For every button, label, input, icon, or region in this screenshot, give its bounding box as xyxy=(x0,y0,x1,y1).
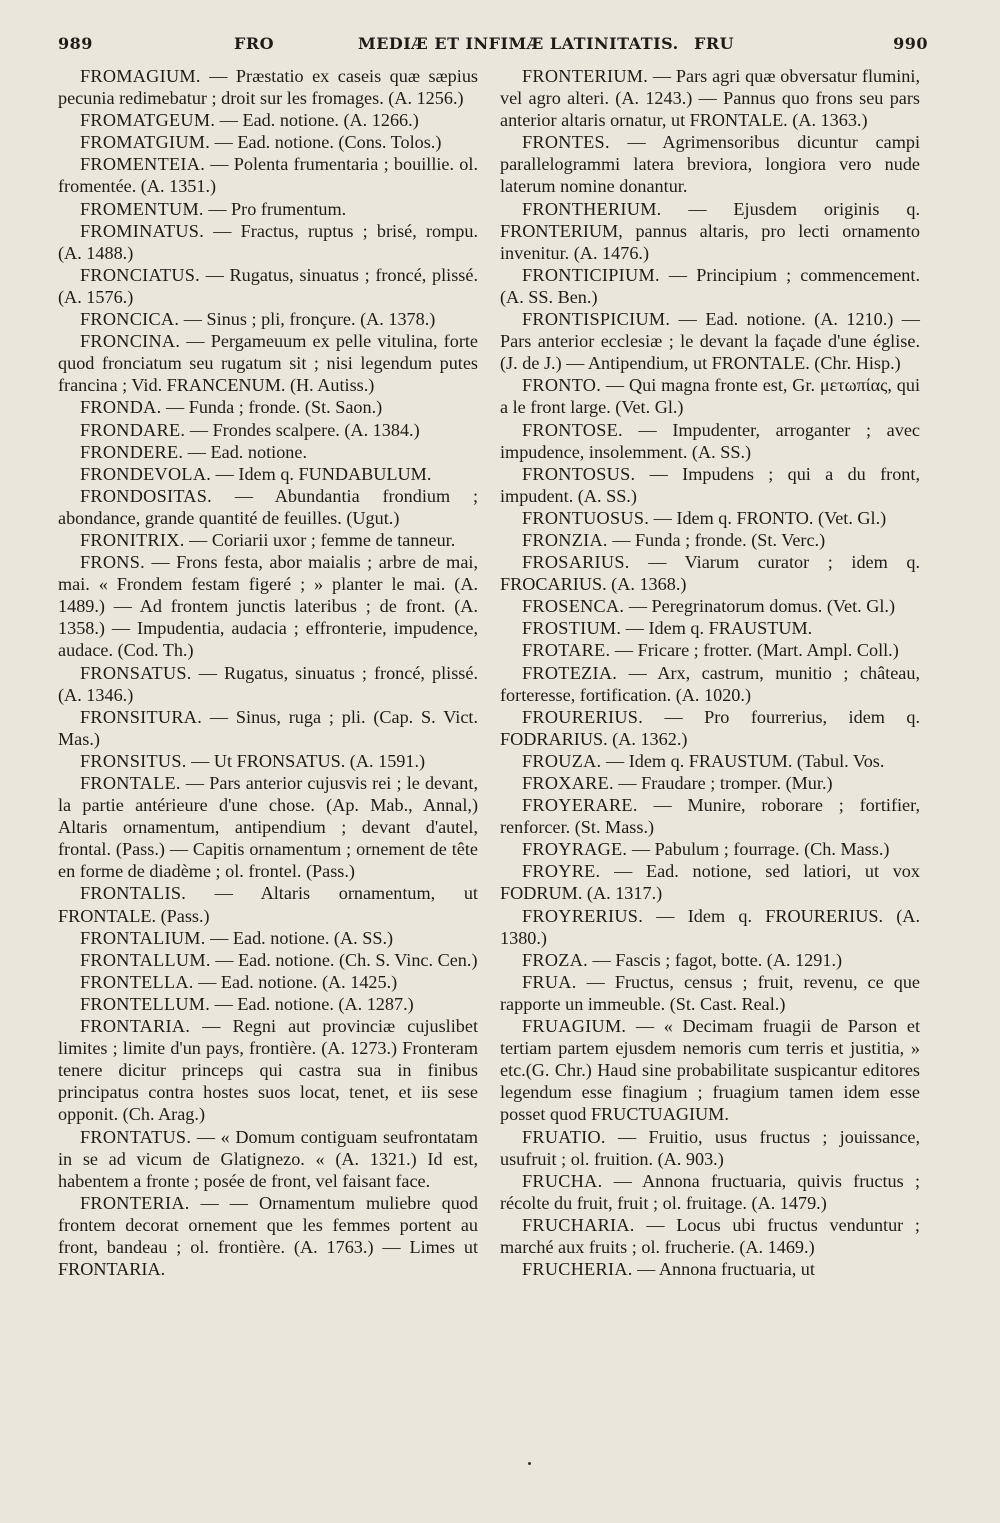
entry-headword: FROYERARE. xyxy=(522,795,638,816)
entry-headword: FRONTALE. xyxy=(80,773,181,793)
entry-definition: — Ead. notione. (A. 1210.) — Pars anterior ecclesiæ ; le devant la façade d'une église. (J. de J.) — Antipendium, ut FRONTALE. (Chr. Hisp.) xyxy=(500,309,920,374)
entry-headword: FROMINATUS. xyxy=(80,220,205,241)
entry-definition: — Impudenter, arroganter ; avec impudence, insolemment. (A. SS.) xyxy=(500,419,920,462)
entry-headword: FROSENCA. xyxy=(522,596,625,617)
entry-headword: FRONTARIA. xyxy=(80,1016,191,1037)
dictionary-entry xyxy=(58,706,478,750)
entry-headword: FROZA. xyxy=(522,949,588,970)
dictionary-entry xyxy=(58,485,478,529)
entry-headword: FROURERIUS. xyxy=(522,706,644,727)
entry-definition: — Locus ubi fructus venduntur ; marché aux fruits ; ol. frucherie. (A. 1469.) xyxy=(500,1214,920,1257)
print-speck xyxy=(528,1462,531,1465)
entry-definition: — Annona fructuaria, quivis fructus ; récolte du fruit, fruit ; ol. fruitage. (A. 1479.) xyxy=(500,1170,920,1213)
entry-headword: FRONCIATUS. xyxy=(80,264,201,285)
entry-headword: FRONCICA. xyxy=(80,309,180,330)
entry-definition: — Funda ; fronde. (St. Verc.) xyxy=(607,529,826,550)
dictionary-entry xyxy=(500,639,920,661)
left-column xyxy=(58,65,478,1280)
dictionary-entry xyxy=(500,1170,920,1214)
entry-headword: FRONTERIUM. xyxy=(522,66,649,86)
entry-definition: — Ead. notione. (A. SS.) xyxy=(205,927,394,948)
entry-definition: — Frons festa, abor maialis ; arbre de mai, mai. « Frondem festam figeré ; » planter le mai. (A. 1489.) — Ad frontem junctis lateribus ; de front. (A. 1358.) — Impudentia, audacia ; effronterie, impudence, audace. (Cod. Th.) xyxy=(58,552,478,661)
dictionary-entry xyxy=(58,109,478,131)
entry-definition: — « Decimam fruagii de Parson et tertiam partem ejusdem nemoris cum terris et justitia, » etc.(G. Chr.) Haud sine probabilitate suspicantur editores legendum esse finagium ; fruagium tamen idem esse posset quod FRUCTUAGIUM. xyxy=(500,1016,920,1125)
dictionary-entry xyxy=(500,131,920,197)
entry-headword: FROTARE. xyxy=(522,640,611,661)
entry-definition: — Pars anterior cujusvis rei ; le devant, la partie antérieure d'une chose. (Ap. Mab., Annal,) Altaris ornamentum, antipendium ; devant d'autel, frontal. (Pass.) — Capitis ornamentum ; ornement de tête en forme de diadème ; ol. frontel. (Pass.) xyxy=(58,773,478,882)
dictionary-entry xyxy=(500,860,920,904)
dictionary-entry xyxy=(500,595,920,617)
dictionary-entry xyxy=(58,463,478,485)
entry-headword: FRONTISPICIUM. xyxy=(522,309,671,330)
entry-headword: FRONTOSE. xyxy=(522,419,623,440)
entry-definition: — Arx, castrum, munitio ; château, forteresse, fortification. (A. 1020.) xyxy=(500,662,920,705)
entry-headword: FRONTO. xyxy=(522,375,602,396)
entry-definition: — Ead. notione. (Cons. Tolos.) xyxy=(210,132,442,153)
entry-definition: — Ead. notione. (A. 1266.) xyxy=(215,110,419,131)
dictionary-entry xyxy=(500,419,920,463)
dictionary-entry xyxy=(500,971,920,1015)
entry-headword: FRUATIO. xyxy=(522,1126,606,1147)
entry-definition: — Ut FRONSATUS. (A. 1591.) xyxy=(186,750,426,771)
entry-headword: FRONTERIA. xyxy=(80,1192,190,1213)
entry-headword: FRONDERE. xyxy=(80,441,184,462)
dictionary-entry xyxy=(500,264,920,308)
dictionary-entry xyxy=(500,198,920,264)
dictionary-entry xyxy=(500,905,920,949)
head-word-range-left: FRO xyxy=(234,34,275,53)
entry-definition: — Fractus, ruptus ; brisé, rompu. (A. 1488.) xyxy=(58,220,478,263)
entry-headword: FROMATGIUM. xyxy=(80,132,211,153)
entry-headword: FROMENTUM. xyxy=(80,198,204,219)
dictionary-entry xyxy=(500,750,920,772)
entry-definition: — Idem q. FRONTO. (Vet. Gl.) xyxy=(649,507,887,528)
dictionary-entry xyxy=(500,949,920,971)
entry-headword: FRONDOSITAS. xyxy=(80,485,213,506)
entry-headword: FRONSITUS. xyxy=(80,750,187,771)
dictionary-entry xyxy=(58,1126,478,1192)
entry-definition: — Agrimensoribus dicuntur campi parallelogrammi latera breviora, longiora vero nude laterum nomine donantur. xyxy=(500,132,920,197)
dictionary-entry xyxy=(58,662,478,706)
entry-headword: FROYRERIUS. xyxy=(522,905,644,926)
dictionary-entry xyxy=(58,949,478,971)
running-header xyxy=(58,34,928,60)
entry-definition: — Fascis ; fagot, botte. (A. 1291.) xyxy=(587,949,843,970)
entry-headword: FRONCINA. xyxy=(80,331,181,352)
entry-headword: FRONDA. xyxy=(80,397,162,418)
entry-headword: FRUCHA. xyxy=(522,1170,603,1191)
dictionary-entry xyxy=(58,993,478,1015)
entry-definition: — Rugatus, sinuatus ; froncé, plissé. (A. 1576.) xyxy=(58,264,478,307)
entry-definition: — Pro fourrerius, idem q. FODRARIUS. (A. 1362.) xyxy=(500,706,920,749)
dictionary-entry xyxy=(500,65,920,131)
entry-definition: — Munire, roborare ; fortifier, renforcer. (St. Mass.) xyxy=(500,795,920,838)
entry-definition: — Regni aut provinciæ cujuslibet limites ; limite d'un pays, frontière. (A. 1273.) Fronteram tenere dicitur princeps qui castra sua in finibus principatus contra hostes suos locat, tenet, et iis sese opponit. (Ch. Arag.) xyxy=(58,1016,478,1125)
entry-definition: — Pars agri quæ obversatur flumini, vel agro alteri. (A. 1243.) — Pannus quo frons seu pars anterior altaris ornatur, ut FRONTALE. (A. 1363.) xyxy=(500,66,920,131)
entry-headword: FRONTELLA. xyxy=(80,971,194,992)
entry-headword: FRONSITURA. xyxy=(80,706,203,727)
entry-headword: FRONS. xyxy=(80,552,145,573)
head-word-range-right: FRU xyxy=(694,34,735,53)
entry-definition: — Sinus, ruga ; pli. (Cap. S. Vict. Mas.) xyxy=(58,706,478,749)
page-number-right: 990 xyxy=(893,34,928,53)
dictionary-entry xyxy=(500,1126,920,1170)
entry-headword: FRONTHERIUM. xyxy=(522,198,662,219)
entry-headword: FRUA. xyxy=(522,971,577,992)
entry-definition: — Idem q. FROURERIUS. (A. 1380.) xyxy=(500,905,920,948)
entry-headword: FRONTELLUM. xyxy=(80,993,211,1014)
entry-definition: — Pro frumentum. xyxy=(203,198,347,219)
entry-definition: — Fricare ; frotter. (Mart. Ampl. Coll.) xyxy=(610,640,899,661)
dictionary-entry xyxy=(58,220,478,264)
dictionary-entry xyxy=(58,971,478,993)
dictionary-entry xyxy=(58,396,478,418)
dictionary-entry xyxy=(58,927,478,949)
entry-definition: — Præstatio ex caseis quæ sæpius pecunia redimebatur ; droit sur les fromages. (A. 1256.) xyxy=(58,66,478,109)
entry-definition: — Idem q. FRAUSTUM. (Tabul. Vos. xyxy=(601,750,885,771)
entry-definition: — Idem q. FUNDABULUM. xyxy=(211,463,432,484)
entry-headword: FROTEZIA. xyxy=(522,662,618,683)
entry-headword: FRONTATUS. xyxy=(80,1126,192,1147)
dictionary-entry xyxy=(500,374,920,418)
entry-definition: — Impudens ; qui a du front, impudent. (A. SS.) xyxy=(500,463,920,506)
dictionary-entry xyxy=(58,131,478,153)
entry-definition: — Ead. notione. (A. 1287.) xyxy=(210,993,414,1014)
dictionary-entry xyxy=(500,308,920,374)
entry-definition: — Funda ; fronde. (St. Saon.) xyxy=(161,397,383,418)
entry-definition: — Ead. notione. xyxy=(183,441,308,462)
entry-definition: — Frondes scalpere. (A. 1384.) xyxy=(185,419,420,440)
dictionary-entry xyxy=(58,153,478,197)
dictionary-entry xyxy=(500,617,920,639)
dictionary-entry xyxy=(58,441,478,463)
dictionary-entry xyxy=(500,1015,920,1125)
dictionary-entry xyxy=(58,198,478,220)
dictionary-entry xyxy=(58,882,478,926)
entry-definition: — Principium ; commencement. (A. SS. Ben.) xyxy=(500,264,920,307)
entry-headword: FROMENTEIA. xyxy=(80,154,206,175)
dictionary-entry xyxy=(500,662,920,706)
entry-headword: FROYRAGE. xyxy=(522,839,628,860)
entry-headword: FRONITRIX. xyxy=(80,529,185,550)
entry-headword: FRONSATUS. xyxy=(80,662,192,683)
entry-definition: — Abundantia frondium ; abondance, grande quantité de feuilles. (Ugut.) xyxy=(58,485,478,528)
dictionary-entry xyxy=(500,706,920,750)
entry-definition: — Altaris ornamentum, ut FRONTALE. (Pass.) xyxy=(58,883,478,926)
entry-definition: — Ejusdem originis q. FRONTERIUM, pannus altaris, pro lecti ornamento invenitur. (A. 1476.) xyxy=(500,198,920,263)
entry-headword: FRUCHERIA. xyxy=(522,1259,633,1280)
right-column xyxy=(500,65,920,1280)
entry-headword: FRONTALIUM. xyxy=(80,927,206,948)
entry-headword: FRONTES. xyxy=(522,132,610,153)
dictionary-entry xyxy=(58,551,478,661)
entry-definition: — Viarum curator ; idem q. FROCARIUS. (A. 1368.) xyxy=(500,552,920,595)
entry-definition: — « Domum contiguam seufrontatam in se ad vicum de Glatignezo. « (A. 1321.) Id est, habentem a fronte ; posée de front, vel faisant face. xyxy=(58,1126,478,1191)
running-title: MEDIÆ ET INFIMÆ LATINITATIS. xyxy=(358,34,679,53)
dictionary-entry xyxy=(58,264,478,308)
dictionary-entry xyxy=(500,529,920,551)
entry-definition: — Idem q. FRAUSTUM. xyxy=(621,618,813,639)
entry-headword: FRONZIA. xyxy=(522,529,608,550)
dictionary-entry xyxy=(500,551,920,595)
entry-definition: — Annona fructuaria, ut xyxy=(632,1259,815,1280)
entry-definition: — Sinus ; pli, fronçure. (A. 1378.) xyxy=(179,309,436,330)
dictionary-entry xyxy=(500,463,920,507)
entry-headword: FRONTUOSUS. xyxy=(522,507,650,528)
dictionary-entry xyxy=(58,772,478,882)
dictionary-entry xyxy=(58,750,478,772)
entry-headword: FRUAGIUM. xyxy=(522,1016,627,1037)
entry-headword: FRUCHARIA. xyxy=(522,1214,635,1235)
entry-definition: — Fraudare ; tromper. (Mur.) xyxy=(613,773,833,793)
entry-definition: — Coriarii uxor ; femme de tanneur. xyxy=(184,529,456,550)
entry-headword: FROMATGEUM. xyxy=(80,110,216,131)
entry-headword: FROMAGIUM. xyxy=(80,66,201,86)
dictionary-entry xyxy=(58,330,478,396)
entry-headword: FRONTALIS. xyxy=(80,883,187,904)
entry-definition: — Polenta frumentaria ; bouillie. ol. fromentée. (A. 1351.) xyxy=(58,154,478,197)
dictionary-entry xyxy=(500,838,920,860)
page-number-left: 989 xyxy=(58,34,93,53)
entry-headword: FROUZA. xyxy=(522,750,602,771)
entry-headword: FROXARE. xyxy=(522,773,614,793)
entry-definition: — Peregrinatorum domus. (Vet. Gl.) xyxy=(624,596,896,617)
entry-headword: FRONDEVOLA. xyxy=(80,463,212,484)
dictionary-entry xyxy=(58,1192,478,1280)
entry-headword: FRONTICIPIUM. xyxy=(522,264,660,285)
entry-definition: — Pergameuum ex pelle vitulina, forte quod fronciatum seu rugatum sit ; nisi legendum putes francina ; Vid. FRANCENUM. (H. Autiss.) xyxy=(58,331,478,396)
dictionary-entry xyxy=(58,1015,478,1125)
dictionary-entry xyxy=(500,1214,920,1258)
entry-definition: — Fruitio, usus fructus ; jouissance, usufruit ; ol. fruition. (A. 903.) xyxy=(500,1126,920,1169)
dictionary-entry xyxy=(500,1258,920,1280)
dictionary-entry xyxy=(58,65,478,109)
dictionary-entry xyxy=(58,419,478,441)
entry-headword: FRONTALLUM. xyxy=(80,949,211,970)
dictionary-entry xyxy=(500,772,920,794)
dictionary-entry xyxy=(58,308,478,330)
dictionary-entry xyxy=(500,794,920,838)
entry-definition: — — Ornamentum muliebre quod frontem decorat ornement que les femmes portent au front, bandeau ; ol. frontière. (A. 1763.) — Limes ut FRONTARIA. xyxy=(58,1192,478,1280)
entry-headword: FROSTIUM. xyxy=(522,618,622,639)
entry-headword: FROYRE. xyxy=(522,861,601,882)
dictionary-entry xyxy=(500,507,920,529)
entry-definition: — Qui magna fronte est, Gr. μετωπίας, qui a le front large. (Vet. Gl.) xyxy=(500,375,920,418)
entry-definition: — Ead. notione, sed latiori, ut vox FODRUM. (A. 1317.) xyxy=(500,861,920,904)
entry-definition: — Rugatus, sinuatus ; froncé, plissé. (A. 1346.) xyxy=(58,662,478,705)
entry-definition: — Fructus, census ; fruit, revenu, ce que rapporte un immeuble. (St. Cast. Real.) xyxy=(500,971,920,1014)
entry-headword: FRONTOSUS. xyxy=(522,463,636,484)
entry-headword: FRONDARE. xyxy=(80,419,186,440)
entry-definition: — Ead. notione. (A. 1425.) xyxy=(193,971,398,992)
entry-definition: — Ead. notione. (Ch. S. Vinc. Cen.) xyxy=(210,949,478,970)
entry-headword: FROSARIUS. xyxy=(522,552,630,573)
dictionary-entry xyxy=(58,529,478,551)
entry-definition: — Pabulum ; fourrage. (Ch. Mass.) xyxy=(627,839,890,860)
